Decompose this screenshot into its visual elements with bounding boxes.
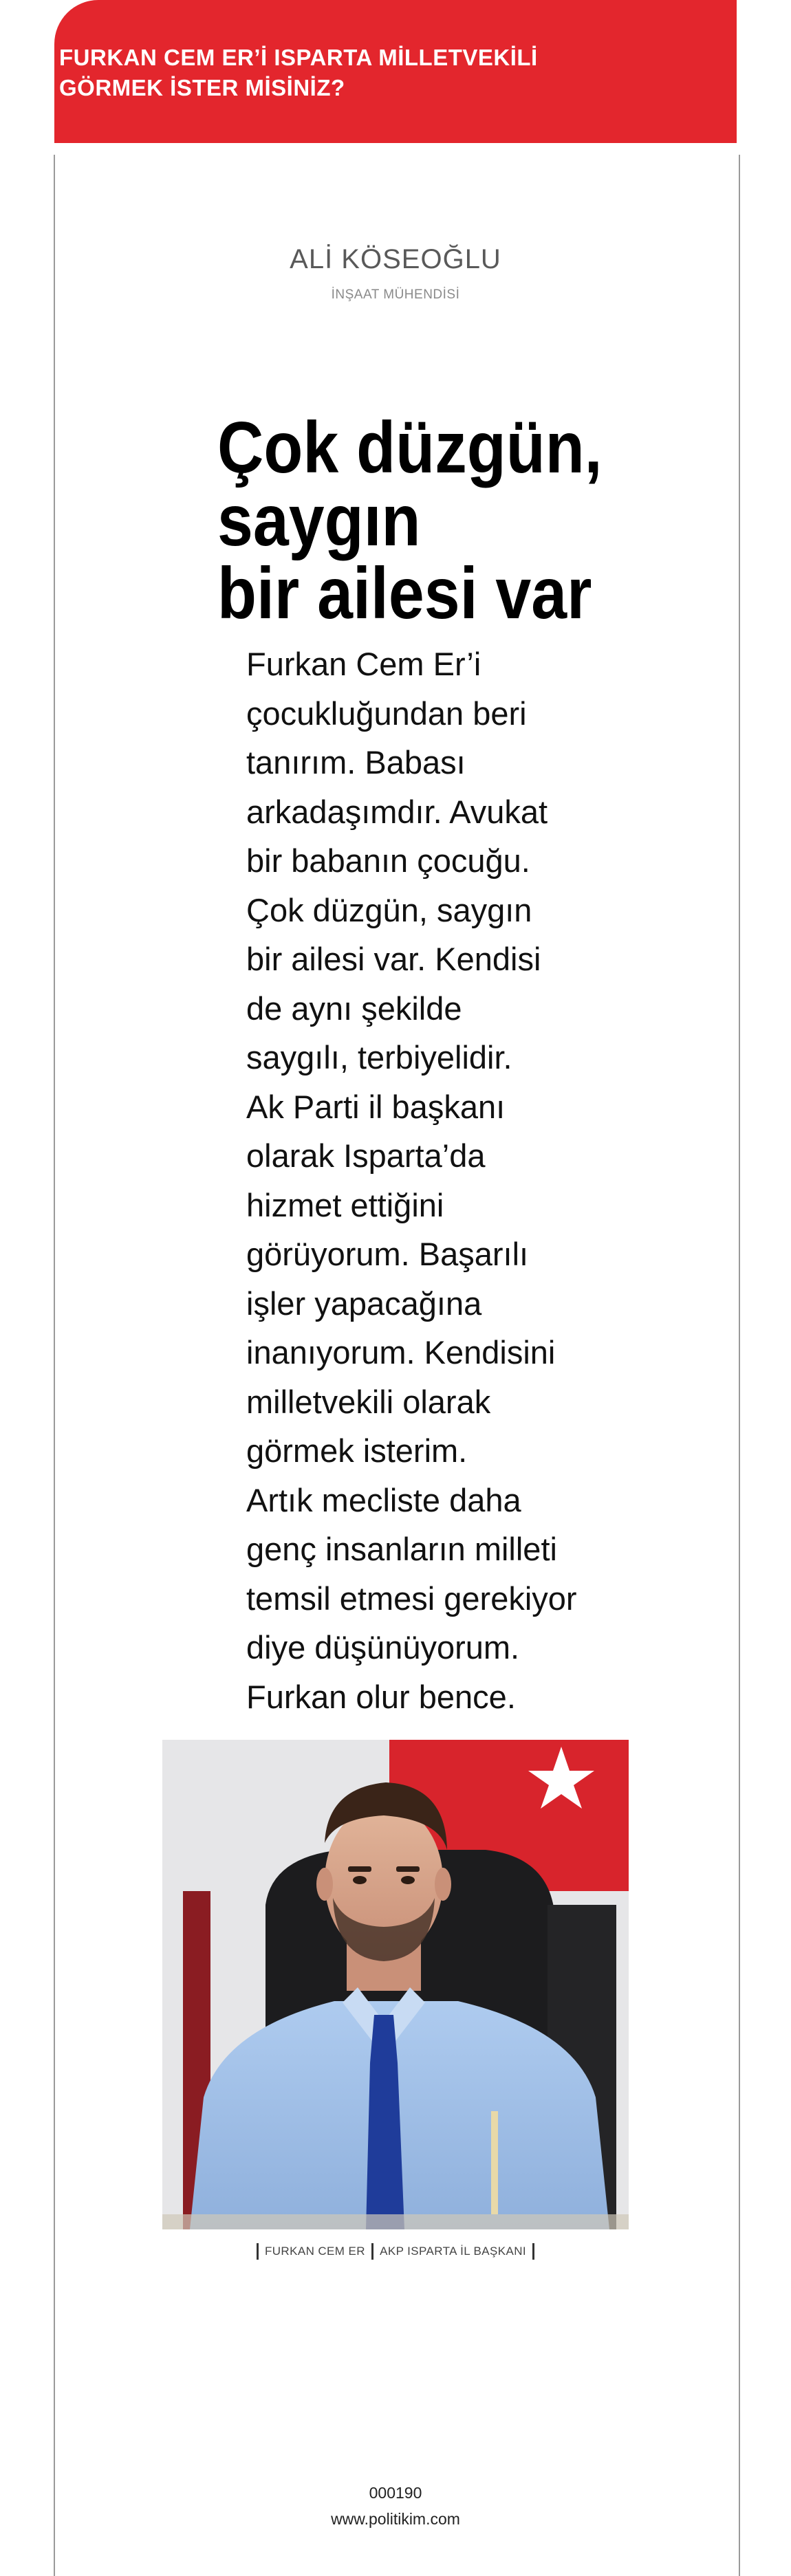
- body-line: olarak Isparta’da: [246, 1137, 486, 1174]
- right-border-rule: [739, 155, 740, 2576]
- article-body: [246, 640, 659, 1721]
- site-url[interactable]: www.politikim.com: [331, 2510, 460, 2528]
- author-title: İNŞAAT MÜHENDİSİ: [331, 287, 460, 302]
- body-line: görmek isterim.: [246, 1432, 468, 1469]
- caption-separator: [371, 2243, 373, 2260]
- body-line: Ak Parti il başkanı: [246, 1088, 506, 1125]
- body-line: çocukluğundan beri: [246, 695, 527, 732]
- headline-line: saygın: [217, 480, 421, 561]
- body-line: işler yapacağına: [246, 1285, 482, 1322]
- body-line: tanırım. Babası: [246, 744, 466, 781]
- body-line: genç insanların milleti: [246, 1531, 557, 1567]
- photo-caption: [0, 2243, 791, 2260]
- body-line: temsil etmesi gerekiyor: [246, 1580, 577, 1617]
- headline-line: Çok düzgün,: [217, 407, 603, 488]
- body-line: görüyorum. Başarılı: [246, 1236, 529, 1272]
- body-line: bir ailesi var. Kendisi: [246, 941, 541, 977]
- header-title-line1: FURKAN CEM ER’İ ISPARTA MİLLETVEKİLİ: [59, 45, 538, 70]
- body-line: arkadaşımdır. Avukat: [246, 793, 548, 830]
- body-line: Furkan olur bence.: [246, 1678, 516, 1715]
- header-title-line2: GÖRMEK İSTER MİSİNİZ?: [59, 75, 345, 100]
- article-headline: [217, 407, 678, 634]
- caption-name: FURKAN CEM ER: [264, 2245, 365, 2258]
- body-line: de aynı şekilde: [246, 990, 462, 1027]
- body-line: bir babanın çocuğu.: [246, 842, 530, 879]
- caption-separator: [532, 2243, 534, 2260]
- body-line: milletvekili olarak: [246, 1383, 491, 1420]
- left-border-rule: [54, 155, 55, 2576]
- body-line: Çok düzgün, saygın: [246, 891, 532, 928]
- caption-separator: [257, 2243, 259, 2260]
- author-name: ALİ KÖSEOĞLU: [290, 244, 501, 274]
- page-number: 000190: [369, 2484, 422, 2502]
- headline-line: bir ailesi var: [217, 553, 592, 634]
- caption-role: AKP ISPARTA İL BAŞKANI: [380, 2245, 527, 2258]
- body-line: inanıyorum. Kendisini: [246, 1334, 556, 1371]
- body-line: hizmet ettiğini: [246, 1186, 444, 1223]
- body-line: Furkan Cem Er’i: [246, 646, 481, 682]
- header-title: [59, 43, 651, 103]
- portrait-illustration: [162, 1740, 629, 2229]
- body-line: diye düşünüyorum.: [246, 1629, 520, 1666]
- body-line: saygılı, terbiyelidir.: [246, 1039, 512, 1076]
- portrait-photo: [162, 1740, 629, 2229]
- body-line: Artık mecliste daha: [246, 1481, 521, 1518]
